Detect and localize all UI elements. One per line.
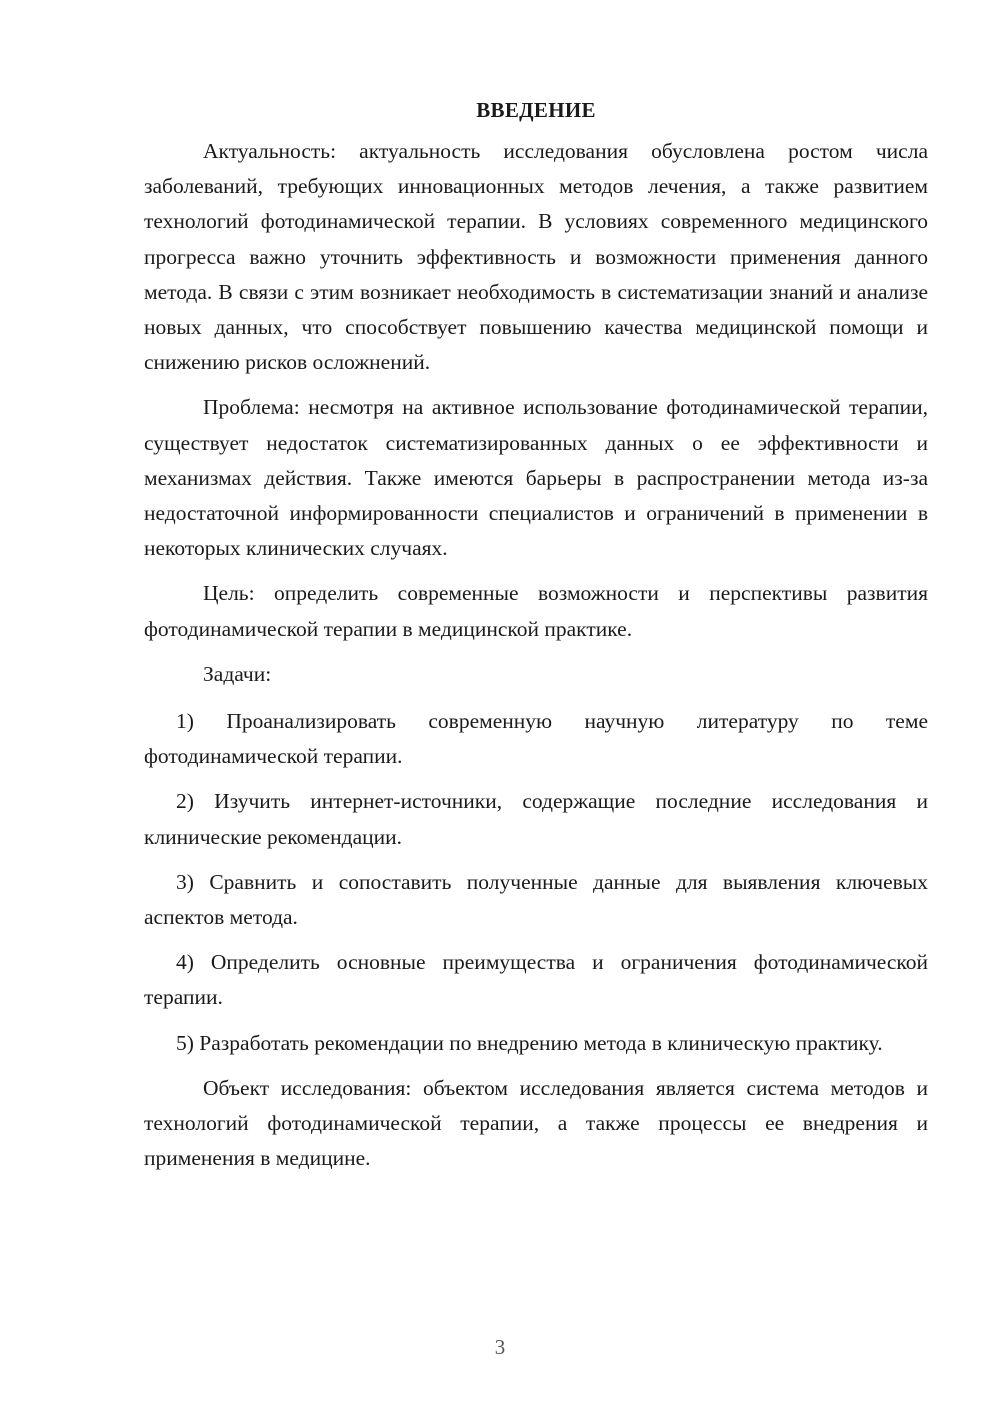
tasks-heading: Задачи: — [203, 661, 272, 686]
object-paragraph: Объект исследования: объектом исследования является система методов и технологий фотодинамической терапии, а также процессы ее внедрения и применения в медицине. — [144, 1075, 928, 1171]
task-item-2: 2) Изучить интернет-источники, содержащие последние исследования и клинические рекомендации. — [144, 789, 928, 849]
page-number: 3 — [494, 1335, 506, 1359]
task-item-3: 3) Сравнить и сопоставить полученные данные для выявления ключевых аспектов метода. — [144, 869, 928, 930]
task-item-1: 1) Проанализировать современную научную литературу по теме фотодинамической терапии. — [144, 709, 928, 769]
goal-paragraph: Цель: определить современные возможности и перспективы развития фотодинамической терапии в медицинской практике. — [144, 581, 928, 641]
problem-paragraph: Проблема: несмотря на активное использование фотодинамической терапии, существует недостаток систематизированных данных о ее эффективности и механизмах действия. Также имеются барьеры в распространении метода из-за недостаточной информированности специалистов и ограничений в применении в некоторых клинических случаях. — [144, 395, 928, 561]
section-title: ВВЕДЕНИЕ — [476, 98, 596, 122]
task-item-4: 4) Определить основные преимущества и ограничения фотодинамической терапии. — [144, 950, 928, 1010]
document-page — [144, 94, 928, 1186]
task-item-5: 5) Разработать рекомендации по внедрению метода в клиническую практику. — [176, 1030, 883, 1055]
relevance-paragraph: Актуальность: актуальность исследования обусловлена ростом числа заболеваний, требующих инновационных методов лечения, а также развитием технологий фотодинамической терапии. В условиях современного медицинского прогресса важно уточнить эффективность и возможности применения данного метода. В связи с этим возникает необходимость в систематизации знаний и анализе новых данных, что способствует повышению качества медицинской помощи и снижению рисков осложнений. — [144, 139, 928, 375]
